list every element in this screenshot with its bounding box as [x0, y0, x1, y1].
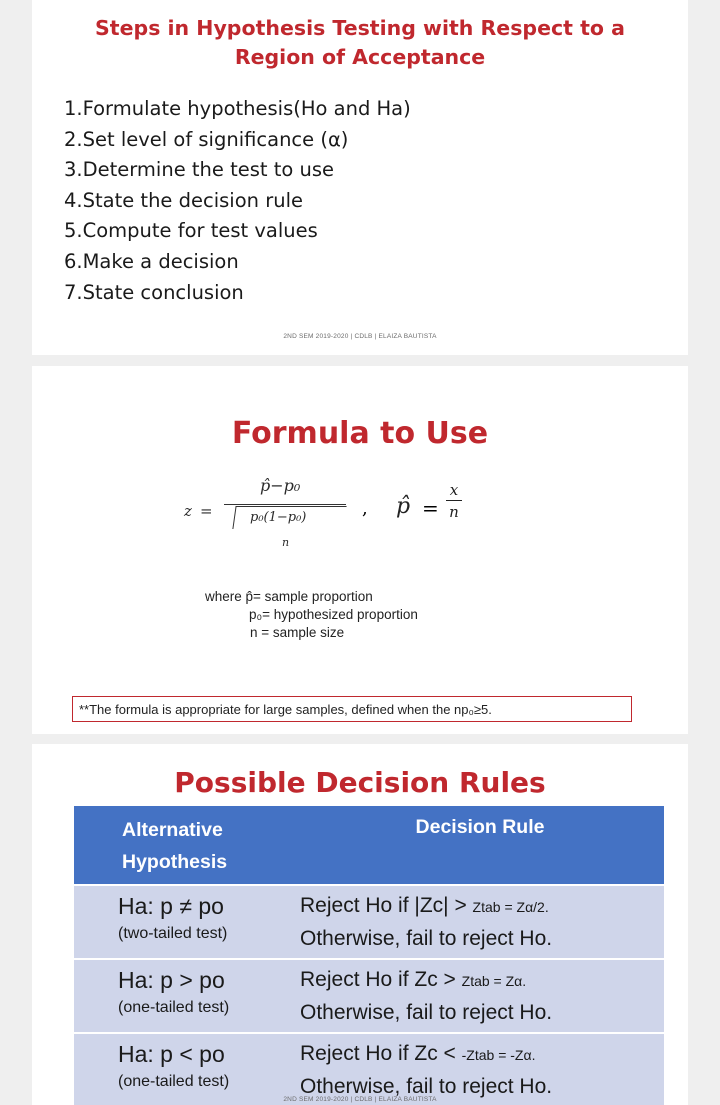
header-decision-rule: Decision Rule	[296, 806, 664, 885]
table-header-row	[74, 806, 664, 885]
title-line-1: Steps in Hypothesis Testing with Respect to a	[95, 16, 625, 40]
test-type: (one-tailed test)	[118, 999, 230, 1016]
formula-phat: p̂	[396, 494, 411, 519]
rule-cell	[296, 885, 664, 959]
table-row	[74, 1033, 664, 1105]
note-box: **The formula is appropriate for large samples, defined when the np₀≥5.	[72, 696, 632, 722]
slide-footer: 2ND SEM 2019-2020 | CDLB | ELAIZA BAUTISTA	[283, 1096, 437, 1103]
slide-footer: 2ND SEM 2019-2020 | CDLB | ELAIZA BAUTISTA	[283, 333, 437, 340]
slide-title: Formula to Use	[231, 416, 489, 451]
rule-condition: Reject Ho if Zc <	[300, 1042, 462, 1065]
slide-title: Possible Decision Rules	[174, 766, 546, 799]
rule-line-2: Otherwise, fail to reject Ho.	[300, 1075, 553, 1098]
slide-title	[32, 14, 688, 72]
title-line-2: Region of Acceptance	[234, 45, 486, 69]
formula-z: z	[184, 502, 192, 520]
test-type: (two-tailed test)	[118, 925, 228, 942]
formula	[172, 476, 492, 566]
list-item: 4.State the decision rule	[64, 188, 303, 212]
list-item: 5.Compute for test values	[64, 219, 318, 243]
rule-critical: Ztab = Zα/2.	[472, 899, 549, 915]
rule-line-1	[300, 964, 664, 997]
rule-line-1	[300, 1038, 664, 1071]
formula-equals-2: =	[422, 496, 439, 520]
rule-line-1	[300, 890, 664, 923]
header-text: Alternative	[122, 819, 223, 841]
formula-n: n	[282, 536, 290, 549]
table-row	[74, 885, 664, 959]
slide-decision-rules	[32, 744, 688, 1105]
rule-condition: Reject Ho if Zc >	[300, 968, 462, 991]
rule-line-2: Otherwise, fail to reject Ho.	[300, 927, 553, 950]
rule-cell	[296, 959, 664, 1033]
hypothesis-text: Ha: p ≠ po	[118, 893, 224, 919]
formula-fraction	[446, 480, 462, 521]
fraction-top: x	[446, 480, 462, 501]
rule-line-2: Otherwise, fail to reject Ho.	[300, 1001, 553, 1024]
rule-critical: -Ztab = -Zα.	[461, 1047, 536, 1063]
list-item: 2.Set level of significance (α)	[64, 127, 349, 151]
definition-n: n = sample size	[250, 625, 345, 640]
slide-steps	[32, 0, 688, 355]
table-row	[74, 959, 664, 1033]
hypothesis-text: Ha: p < po	[118, 1041, 225, 1067]
formula-comma: ,	[362, 498, 368, 519]
hypothesis-cell	[74, 959, 296, 1033]
steps-list	[64, 94, 411, 308]
decision-rules-table	[74, 806, 664, 1105]
hypothesis-text: Ha: p > po	[118, 967, 225, 993]
formula-denominator: p₀(1−p₀)	[250, 510, 307, 525]
formula-equals: =	[200, 502, 213, 520]
formula-numerator: p̂−p₀	[260, 476, 301, 495]
list-item: 1.Formulate hypothesis(Ho and Ha)	[64, 97, 411, 120]
hypothesis-cell	[74, 885, 296, 959]
fraction-bottom: n	[449, 503, 459, 521]
hypothesis-cell	[74, 1033, 296, 1105]
rule-condition: Reject Ho if |Zc| >	[300, 894, 473, 917]
variable-definitions	[205, 588, 418, 642]
header-text: Hypothesis	[122, 851, 228, 873]
list-item: 6.Make a decision	[64, 249, 239, 273]
rule-critical: Ztab = Zα.	[461, 973, 527, 989]
header-alternative-hypothesis	[74, 806, 296, 885]
definition-p0: p₀= hypothesized proportion	[249, 607, 418, 622]
definition-phat: where p̂= sample proportion	[205, 589, 373, 604]
list-item: 7.State conclusion	[64, 280, 244, 304]
rule-cell	[296, 1033, 664, 1105]
test-type: (one-tailed test)	[118, 1073, 230, 1090]
fraction-bar	[224, 504, 346, 505]
slide-formula	[32, 366, 688, 734]
list-item: 3.Determine the test to use	[64, 158, 335, 182]
